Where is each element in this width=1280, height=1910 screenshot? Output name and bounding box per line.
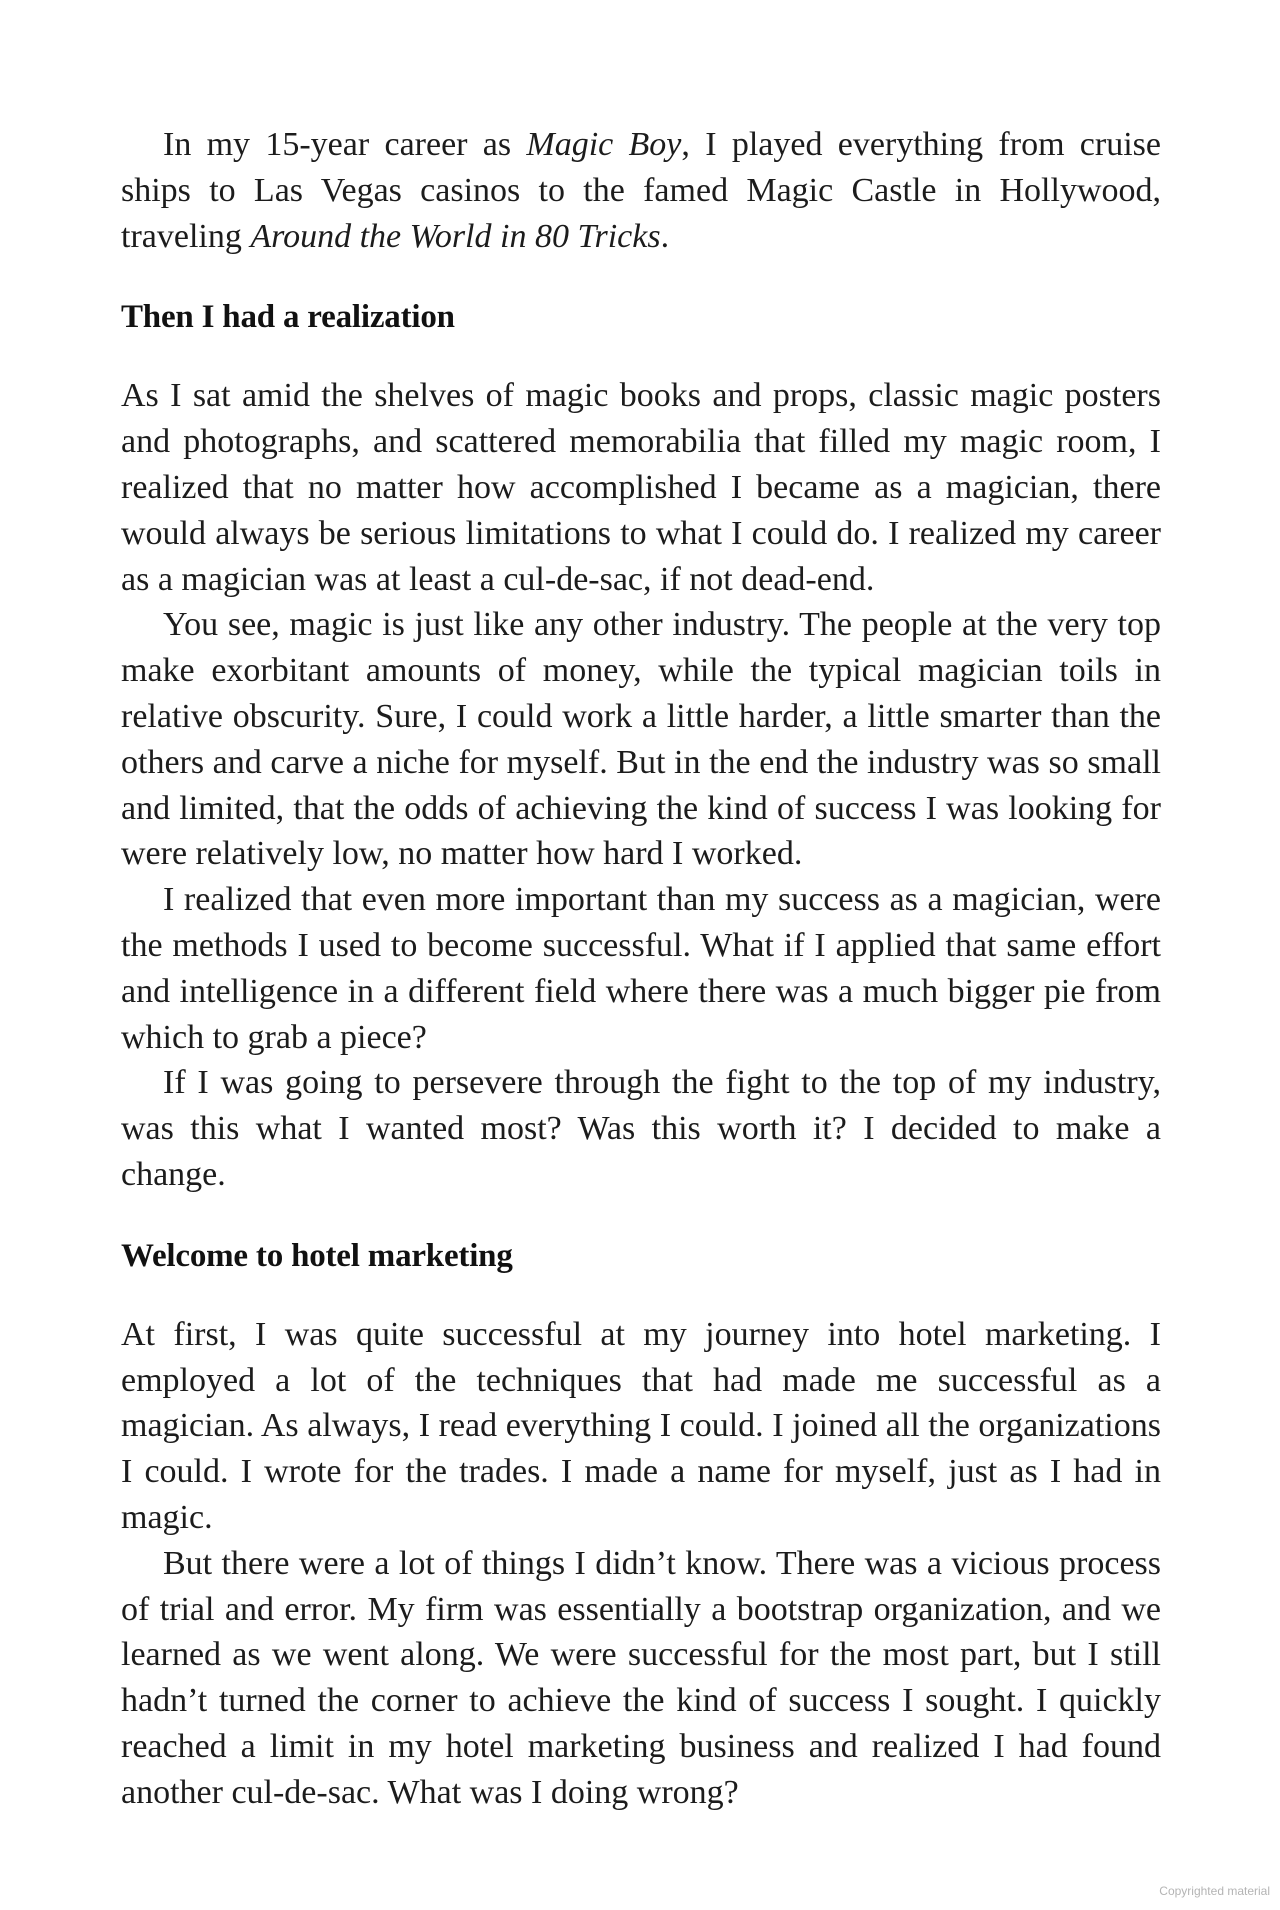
section2-paragraph: But there were a lot of things I didn’t know. There was a vicious process of trial and error. My firm was essentially a bootstrap organization, and we learned as we went along. We were successful for the most part, but I still hadn’t turned the corner to achieve the kind of success I sought. I quickly reached a limit in my hotel marketing business and realized I had found another cul-de-sac. What was I doing wrong? [121, 1544, 1161, 1811]
spacer [121, 1278, 1161, 1312]
intro-text-middle: , I played everything from cruise ships to Las Vegas casinos to the famed Magic Castle in Hollywood, traveling [121, 126, 1161, 255]
show-title: Around the World in 80 Tricks [250, 217, 661, 255]
spacer [121, 1198, 1161, 1234]
spacer [121, 259, 1161, 295]
book-page [121, 122, 1161, 1816]
intro-text-after: . [660, 217, 670, 255]
stage-name: Magic Boy [526, 126, 682, 163]
section-heading-hotel-marketing: Welcome to hotel marketing [121, 1237, 513, 1274]
copyright-notice: Copyrighted material [1159, 1884, 1270, 1898]
spacer [121, 339, 1161, 373]
intro-paragraph [121, 122, 1161, 259]
section1-paragraph: If I was going to persevere through the fight to the top of my industry, was this what I wanted most? Was this worth it? I decided to make a change. [121, 1064, 1161, 1193]
section1-paragraph: You see, magic is just like any other industry. The people at the very top make exorbitant amounts of money, while the typical magician toils in relative obscurity. Sure, I could work a little harder, a little smarter than the others and carve a niche for myself. But in the end the industry was so small and limited, that the odds of achieving the kind of success I was looking for were relatively low, no matter how hard I worked. [121, 606, 1161, 873]
intro-text-before: In my 15-year career as [163, 126, 527, 163]
section-heading-realization: Then I had a realization [121, 299, 455, 336]
section1-paragraph: I realized that even more important than my success as a magician, were the methods I used to become successful. What if I applied that same effort and intelligence in a different field where there was a much bigger pie from which to grab a piece? [121, 881, 1161, 1056]
section1-paragraph: As I sat amid the shelves of magic books and props, classic magic posters and photographs, and scattered memorabilia that filled my magic room, I realized that no matter how accomplished I became as a magician, there would always be serious limitations to what I could do. I realized my career as a magician was at least a cul-de-sac, if not dead-end. [121, 377, 1161, 598]
section2-paragraph: At first, I was quite successful at my journey into hotel marketing. I employed a lot of the techniques that had made me successful as a magician. As always, I read everything I could. I joined all the organizations I could. I wrote for the trades. I made a name for myself, just as I had in magic. [121, 1315, 1161, 1536]
